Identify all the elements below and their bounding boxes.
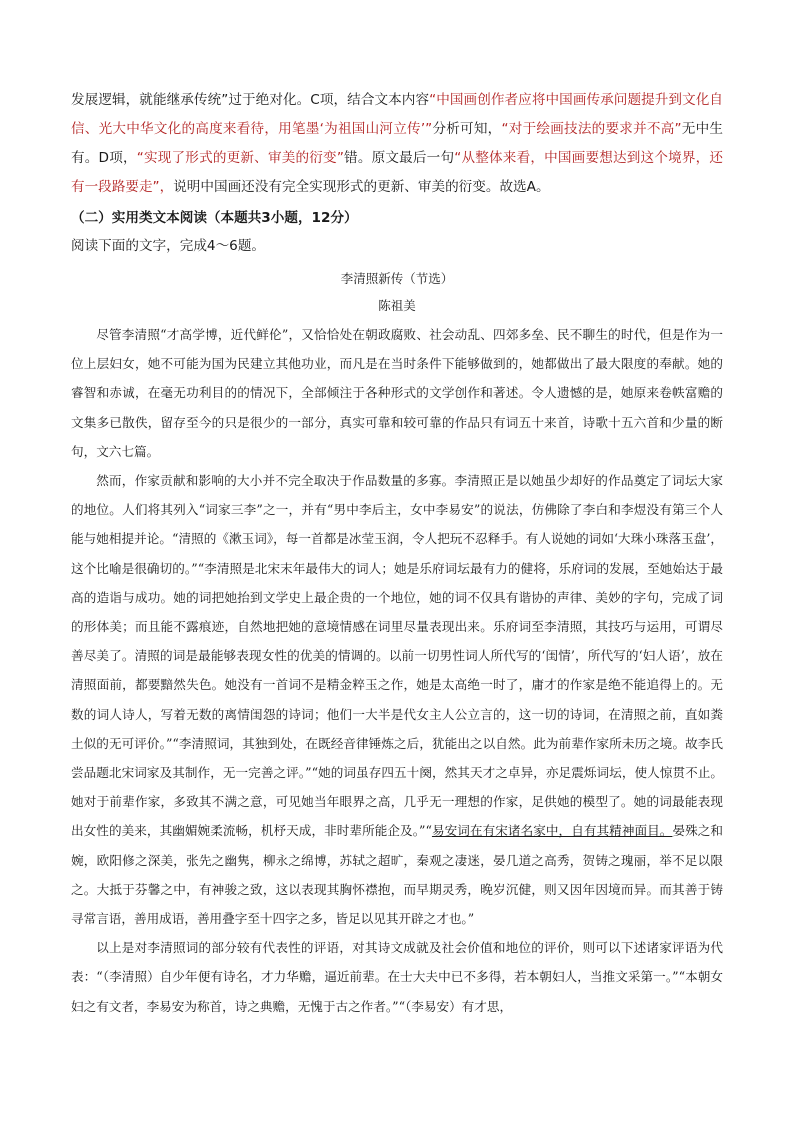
article-author: 陈祖美 (378, 298, 416, 313)
article-title: 李清照新传（节选） (340, 271, 454, 286)
section-heading: （二）实用类文本阅读（本题共3小题，12分） (71, 210, 358, 226)
article-paragraph-1: 尽管李清照“才高学博，近代鲜伦”，又恰恰处在朝政腐败、社会动乱、四郊多垒、民不聊生的时代，但是作为一位上层妇女，她不可能为国为民建立其他功业，而凡是在当时条件下能够做到的，她都做出了最大限度的奉献。她的睿智和赤诚，在毫无功利目的的情况下，全部倾注于各种形式的文学创作和著述。令人遗憾的是，她原来卷帙富赡的文集多已散佚，留存至今的只是很少的一部分，真实可靠和较可靠的作品只有词五十来首，诗歌十五六首和少量的断句，文六七篇。 (71, 327, 723, 459)
article-paragraph-3: 以上是对李清照词的部分较有代表性的评语，对其诗文成就及社会价值和地位的评价，则可以下述诸家评语为代表：“（李清照）自少年便有诗名，才力华赡，逼近前辈。在士大夫中已不多得，若本朝妇人，当推文采第一。”“本朝女妇之有文者，李易安为称首，诗之典赡，无愧于古之作者。”“（李易安）有才思， (71, 940, 723, 1014)
article-paragraph-2 (71, 466, 723, 933)
answer-text: 无中生有。D项， (71, 121, 723, 166)
answer-text: 分析可知， (432, 121, 502, 137)
paragraph-text: 然而，作家贡献和影响的大小并不完全取决于作品数量的多寡。李清照正是以她虽少却好的作品奠定了词坛大家的地位。人们将其列入“词家三李”之一，并有“男中李后主，女中李易安”的说法，仿佛除了李白和李煜没有第三个人能与她相提并论。“清照的《漱玉词》，每一首都是冰莹玉润，令人把玩不忍释手。有人说她的词如‘大珠小珠落玉盘’，这个比喻是很确切的。”“李清照是北宋末年最伟大的词人；她是乐府词坛最有力的健将，乐府词的发展，至她始达于最高的造诣与成功。她的词把她抬到文学史上最企贵的一个地位，她的词不仅具有谐协的声律、美妙的字句，完成了词的形体美；而且能不露痕迹，自然地把她的意境情感在词里尽量表现出来。乐府词至李清照，其技巧与运用，可谓尽善尽美了。清照的词是最能够表现女性的优美的情调的。以前一切男性词人所代写的‘闺情’，所代写的‘妇人语’，放在清照面前，都要黯然失色。她没有一首词不是精金粹玉之作，她是太高绝一时了，庸才的作家是绝不能追得上的。无数的词人诗人，写着无数的离情闺怨的诗词；他们一大半是代女主人公立言的，这一切的诗词，在清照之前，直如粪土似的无可评价。”“李清照词，其独到处，在既经音律锤炼之后，犹能出之以自然。此为前辈作家所未历之境。故李氏尝品题北宋词家及其制作，无一完善之评。”“她的词虽存四五十阕，然其天才之卓异，亦足震烁词坛，使人惊贯不止。她对于前辈作家，多致其不满之意，可见她当年眼界之高，几乎无一理想的作家，足供她的模型了。她的词最能表现出女性的美来，其幽媚婉柔流畅，机杼天成，非时辈所能企及。”“ (71, 473, 723, 839)
answer-quote: “中国画创作者应将中国画传承问题提升到文化自信、光大中华文化的高度来看待，用笔墨‘为祖国山河立传’” (71, 92, 723, 137)
section-instruction: 阅读下面的文字，完成4～6题。 (71, 238, 266, 254)
answer-text: 说明中国画还没有完全实现形式的更新、审美的衍变。故选A。 (173, 179, 550, 195)
document-page (71, 86, 723, 1021)
answer-quote: “对于绘画技法的要求并不高” (501, 121, 682, 137)
answer-quote: “从整体来看，中国画要想达到这个境界，还有一段路要走”， (71, 150, 724, 195)
paragraph-text: 晏殊之和婉，欧阳修之深美，张先之幽隽，柳永之绵博，苏轼之超旷，秦观之凄迷，晏几道之高秀，贺铸之瑰丽，举不足以限之。大抵于芬馨之中，有神骏之致，这以表现其胸怀襟抱，而早期灵秀，晚岁沉健，则又因年因境而异。而其善于铸寻常言语，善用成语，善用叠字至十四字之多，皆足以见其开辟之才也。” (71, 823, 724, 927)
underlined-sentence: 易安词在有宋诸名家中，自有其精神面目。 (431, 823, 673, 839)
answer-text: 发展逻辑，就能继承传统”过于绝对化。C项，结合文本内容 (71, 92, 430, 108)
answer-explanation (71, 86, 723, 202)
answer-text: 错。原文最后一句 (343, 150, 455, 166)
answer-quote: “实现了形式的更新、审美的衍变” (136, 150, 344, 166)
